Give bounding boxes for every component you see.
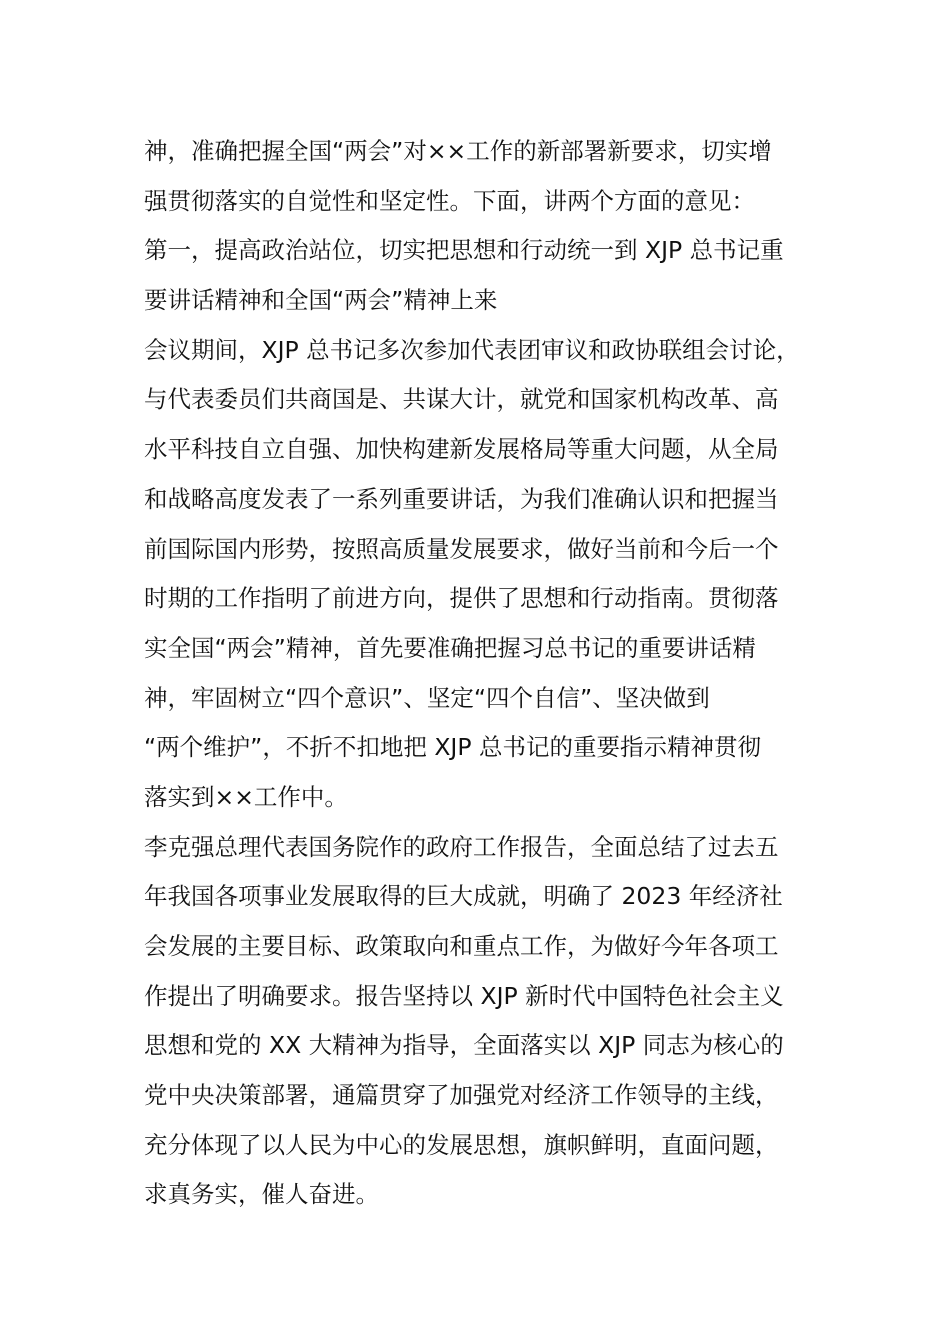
text-line: 强贯彻落实的自觉性和坚定性。下面，讲两个方面的意见： xyxy=(144,186,755,215)
text-line: 思想和党的 XX 大精神为指导，全面落实以 XJP 同志为核心的 xyxy=(144,1031,784,1060)
text-line: 求真务实，催人奋进。 xyxy=(144,1180,379,1209)
text-line: 实全国“两会”精神，首先要准确把握习总书记的重要讲话精 xyxy=(144,633,756,662)
document-body xyxy=(144,127,830,1220)
section-heading-line: 要讲话精神和全国“两会”精神上来 xyxy=(144,286,498,315)
text-line: 党中央决策部署，通篇贯穿了加强党对经济工作领导的主线， xyxy=(144,1081,779,1110)
text-line: 作提出了明确要求。报告坚持以 XJP 新时代中国特色社会主义 xyxy=(144,981,784,1010)
text-line: 年我国各项事业发展取得的巨大成就，明确了 2023 年经济社 xyxy=(144,882,783,911)
text-line: 与代表委员们共商国是、共谋大计，就党和国家机构改革、高 xyxy=(144,385,779,414)
text-line: 会议期间，XJP 总书记多次参加代表团审议和政协联组会讨论， xyxy=(144,335,800,364)
text-line: 前国际国内形势，按照高质量发展要求，做好当前和今后一个 xyxy=(144,534,779,563)
text-line: 时期的工作指明了前进方向，提供了思想和行动指南。贯彻落 xyxy=(144,584,779,613)
text-line: 会发展的主要目标、政策取向和重点工作，为做好今年各项工 xyxy=(144,932,779,960)
text-line: 神，准确把握全国“两会”对××工作的新部署新要求，切实增 xyxy=(144,137,772,165)
text-line: 和战略高度发表了一系列重要讲话，为我们准确认识和把握当 xyxy=(144,484,779,513)
text-line: 神，牢固树立“四个意识”、坚定“四个自信”、坚决做到 xyxy=(144,683,710,712)
text-line: 李克强总理代表国务院作的政府工作报告，全面总结了过去五 xyxy=(144,832,779,861)
text-line: 水平科技自立自强、加快构建新发展格局等重大问题，从全局 xyxy=(144,435,779,464)
text-line: 充分体现了以人民为中心的发展思想，旗帜鲜明，直面问题， xyxy=(144,1130,779,1159)
text-line: “两个维护”，不折不扣地把 XJP 总书记的重要指示精神贯彻 xyxy=(144,733,761,762)
text-line: 落实到××工作中。 xyxy=(144,782,348,811)
section-heading-line: 第一，提高政治站位，切实把思想和行动统一到 XJP 总书记重 xyxy=(144,236,784,265)
